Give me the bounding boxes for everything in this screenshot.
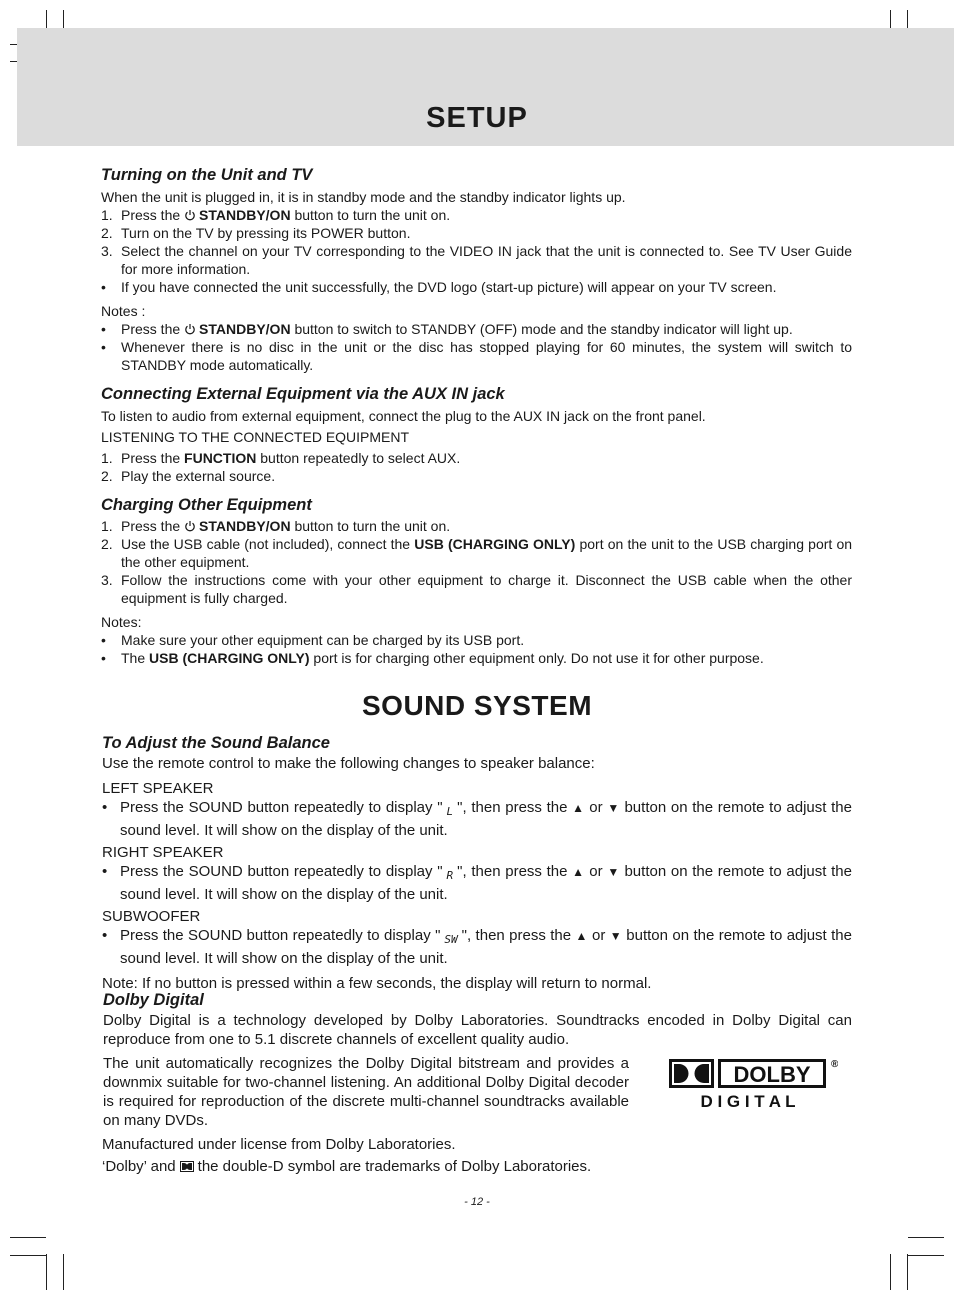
note-text: Note: If no button is pressed within a few seconds, the display will return to normal.: [102, 975, 652, 992]
section-turning-on: [101, 166, 852, 374]
crop-mark: [908, 1237, 944, 1238]
section-heading: Dolby Digital: [103, 991, 204, 1009]
power-icon: [184, 520, 196, 532]
page-number: - 12 -: [464, 1196, 490, 1208]
intro-text: Use the remote control to make the following changes to speaker balance:: [102, 755, 595, 772]
paragraph: The unit automatically recognizes the Dolby Digital bitstream and provides a downmix suitable for two-channel listening. An additional Dolby Digital decoder is required for reproduction of the discrete multi-channel soundtracks available on many DVDs.: [103, 1055, 629, 1129]
up-arrow-icon: ▲: [572, 865, 585, 879]
power-icon: [184, 209, 196, 221]
list-item: • The USB (CHARGING ONLY) port is for charging other equipment only. Do not use it for other purpose.: [101, 650, 764, 666]
logo-subword: D I G I T A L: [700, 1092, 796, 1111]
list-item: • Press the SOUND button repeatedly to display " R ", then press the ▲ or ▼ button on the remote to adjust the sound level. It will show on the display of the unit.: [102, 863, 852, 903]
list-item: • Press the STANDBY/ON button to switch to STANDBY (OFF) mode and the standby indicator will light up.: [101, 321, 793, 337]
list-item: 2. Use the USB cable (not included), connect the USB (CHARGING ONLY) port on the unit to the USB charging port on the other equipment.: [101, 536, 853, 570]
list-item: 2. Play the external source.: [101, 468, 276, 484]
license-text: Manufactured under license from Dolby Laboratories.: [102, 1136, 456, 1153]
display-indicator: L: [446, 805, 454, 818]
notes-label: Notes:: [101, 614, 142, 630]
registered-mark: ®: [831, 1059, 838, 1070]
list-item: 2. Turn on the TV by pressing its POWER button.: [101, 225, 411, 241]
crop-mark: [890, 1254, 891, 1290]
list-item: 1. Press the FUNCTION button repeatedly to select AUX.: [101, 450, 461, 466]
section-heading: Charging Other Equipment: [101, 496, 312, 514]
crop-mark: [907, 1254, 908, 1290]
speaker-label: LEFT SPEAKER: [102, 780, 214, 797]
crop-mark: [908, 1255, 944, 1256]
speaker-label: SUBWOOFER: [102, 908, 201, 925]
page-title: SETUP: [426, 102, 528, 134]
down-arrow-icon: ▼: [607, 865, 620, 879]
down-arrow-icon: ▼: [609, 929, 622, 943]
dolby-digital-logo: [668, 1056, 838, 1111]
list-item: 1. Press the STANDBY/ON button to turn the unit on.: [101, 518, 451, 534]
subheading: LISTENING TO THE CONNECTED EQUIPMENT: [101, 429, 410, 445]
intro-text: When the unit is plugged in, it is in standby mode and the standby indicator lights up.: [101, 189, 626, 205]
list-item: 3. Follow the instructions come with your other equipment to charge it. Disconnect the USB cable when the other equipment is fully charged.: [101, 572, 852, 606]
crop-mark: [10, 1255, 46, 1256]
display-indicator: SW: [444, 933, 458, 946]
list-item: • Whenever there is no disc in the unit or the disc has stopped playing for 60 minutes, the system will switch to STANDBY mode automatically.: [101, 339, 852, 373]
intro-text: To listen to audio from external equipment, connect the plug to the AUX IN jack on the front panel.: [101, 408, 706, 424]
down-arrow-icon: ▼: [607, 801, 620, 815]
list-item: • Make sure your other equipment can be charged by its USB port.: [101, 632, 525, 648]
list-item: 1. Press the STANDBY/ON button to turn the unit on.: [101, 207, 451, 223]
section-charging: [101, 496, 852, 667]
list-item: 3. Select the channel on your TV corresponding to the VIDEO IN jack that the unit is connected to. See TV User Guide for more information.: [101, 243, 852, 277]
crop-mark: [46, 1254, 47, 1290]
display-indicator: R: [446, 869, 454, 882]
up-arrow-icon: ▲: [572, 801, 585, 815]
list-item: • If you have connected the unit successfully, the DVD logo (start-up picture) will appear on your TV screen.: [101, 279, 777, 295]
section-sound-balance: [102, 734, 852, 993]
logo-word: DOLBY: [733, 1062, 811, 1087]
paragraph: Dolby Digital is a technology developed by Dolby Laboratories. Soundtracks encoded in Dolby Digital can reproduce from one to 5.1 discrete channels of excellent quality audio.: [103, 1012, 852, 1048]
crop-mark: [10, 1237, 46, 1238]
section-heading: Turning on the Unit and TV: [101, 166, 313, 184]
crop-mark: [63, 1254, 64, 1290]
section-aux: [101, 385, 852, 485]
list-item: • Press the SOUND button repeatedly to display " SW ", then press the ▲ or ▼ button on the remote to adjust the sound level. It will show on the display of the unit.: [102, 927, 852, 967]
section-heading: To Adjust the Sound Balance: [102, 734, 330, 752]
double-d-icon: [180, 1161, 194, 1172]
list-item: • Press the SOUND button repeatedly to display " L ", then press the ▲ or ▼ button on the remote to adjust the sound level. It will show on the display of the unit.: [102, 799, 852, 839]
up-arrow-icon: ▲: [575, 929, 588, 943]
power-icon: [184, 323, 196, 335]
notes-label: Notes :: [101, 303, 146, 319]
trademark-text: ‘Dolby’ and the double-D symbol are trademarks of Dolby Laboratories.: [102, 1158, 592, 1175]
section-heading: Connecting External Equipment via the AUX IN jack: [101, 385, 505, 403]
section-title: SOUND SYSTEM: [361, 690, 593, 721]
speaker-label: RIGHT SPEAKER: [102, 844, 224, 861]
